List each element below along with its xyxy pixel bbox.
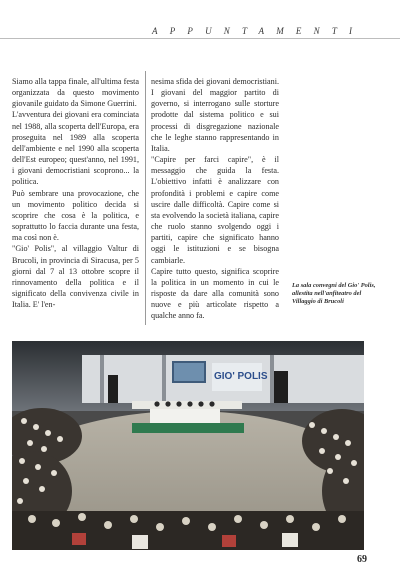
stage-sign-text: GIO' POLIS (214, 371, 268, 382)
header-rule (0, 38, 400, 39)
paragraph: Può sembrare una provocazione, che un movimento politico decida si scoprire che cosa è la politica, e soprattutto lo faccia durante una festa, ma così non è. (12, 188, 139, 243)
paragraph: "Gio' Polis", al villaggio Valtur di Brucoli, in provincia di Siracusa, per 5 giorni dal 7 al 13 ottobre scopre il rinnovamento della politica e il significato della convivenza civile in Italia. E' l'en- (12, 244, 139, 310)
column-divider (145, 71, 146, 325)
paragraph: Siamo alla tappa finale, all'ultima festa organizzata da questo movimento giovanile guidato da Simone Guerrini. (12, 77, 139, 109)
text-column-left (12, 76, 139, 310)
running-header-title: APPUNTAMENTI (152, 26, 365, 36)
text-column-right (151, 76, 279, 321)
paragraph: nesima sfida dei giovani democristiani. I giovani del maggior partito di governo, si interrogano sulle storture prodotte dal sistema politico e sui processi di disgregazione nazionale che le leghe stanno rappresentando in Italia. (151, 77, 279, 153)
page-number: 69 (357, 554, 367, 565)
paragraph: L'avventura dei giovani era cominciata nel 1988, alla scoperta dell'Europa, era proseguita nel 1989 alla scoperta dell'ambiente e nel 1990 alla scoperta dell'Est europeo; quest'anno, nel 1991, i giovani democristiani scoprono... la politica. (12, 110, 139, 187)
paragraph: Capire tutto questo, significa scoprire la politica in un momento in cui le risposte da dare alla comunità sono nuove e più articolate rispetto a qualche anno fa. (151, 266, 279, 321)
photo-caption: La sala convegni del Gio' Polis, allestita nell'anfiteatro del Villaggio di Brucoli (292, 282, 376, 306)
conference-hall-photo (12, 341, 364, 550)
paragraph: "Capire per farci capire", è il messaggio che guida la festa. L'obiettivo infatti è analizzare con profondità i problemi e capire come uscire dalle difficoltà. Capire come si sta evolvendo la società italiana, capire che ruolo stanno svolgendo oggi i partiti, capire che significato hanno oggi le istituzioni e se bisogna cambiarle. (151, 155, 279, 265)
